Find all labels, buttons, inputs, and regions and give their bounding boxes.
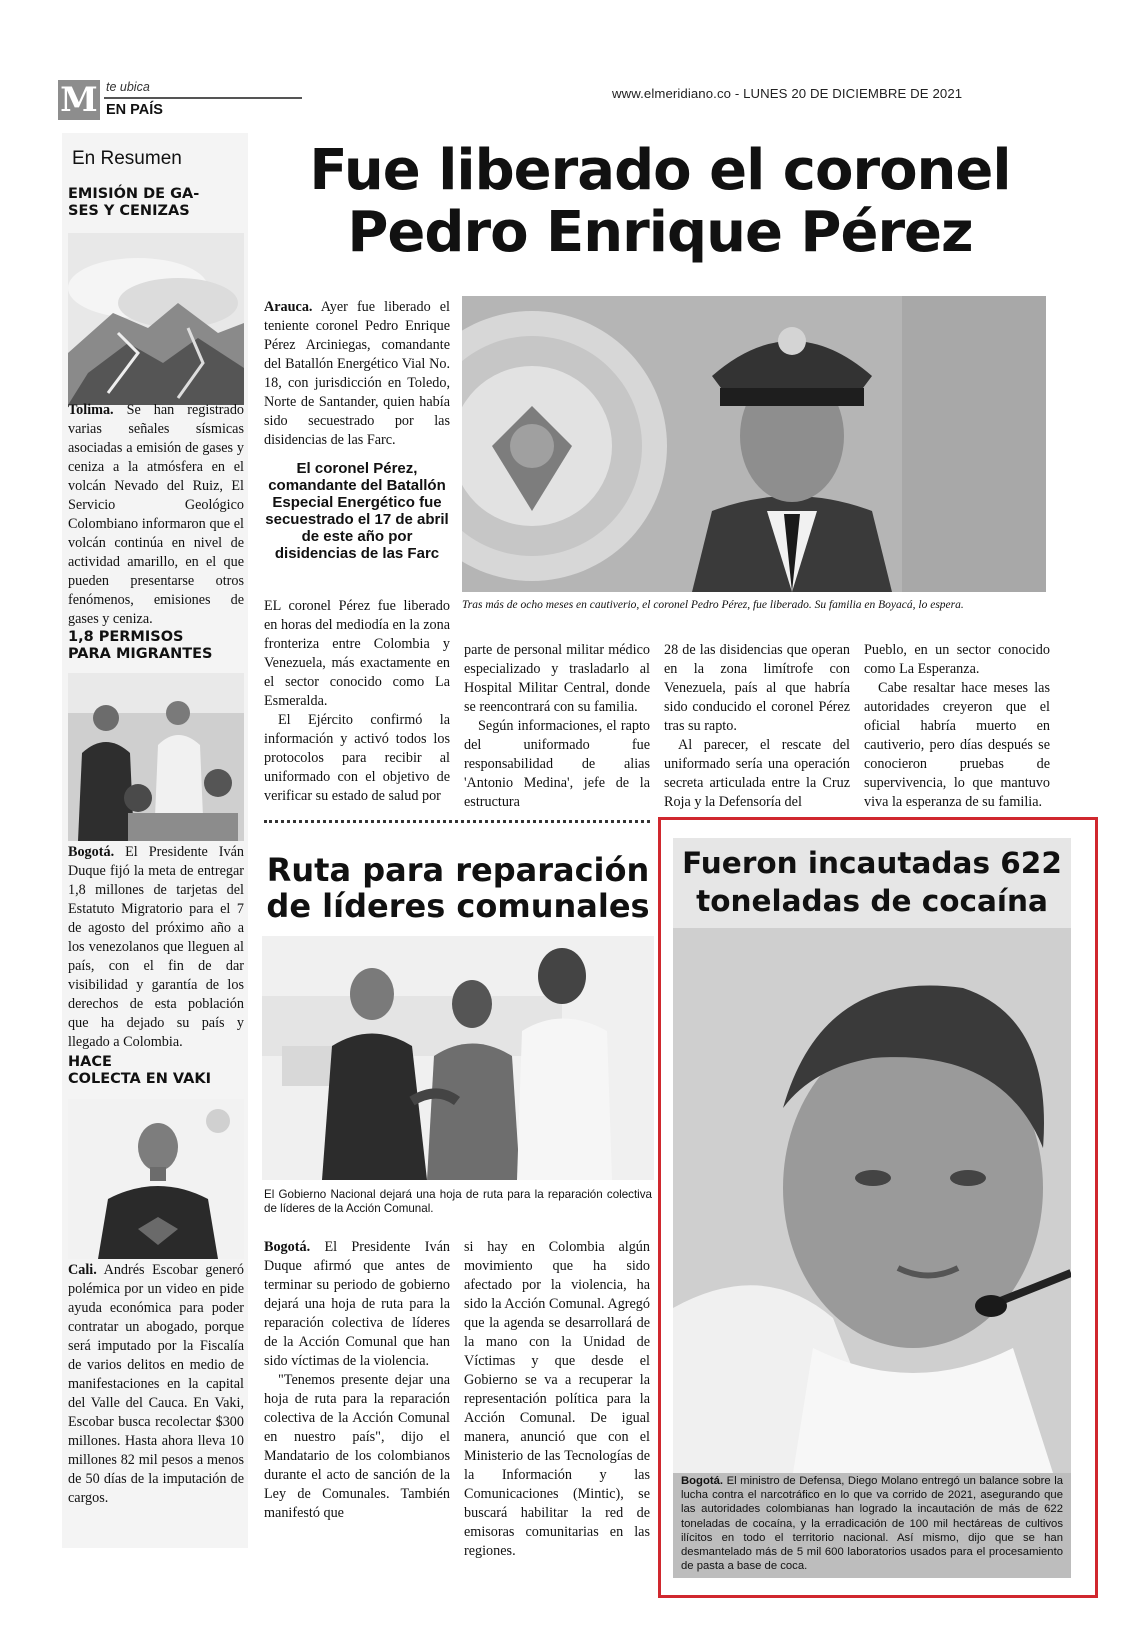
- minister-caption: [681, 1474, 1063, 1573]
- sidebar-body: Andrés Escobar generó polémica por un video en pide ayuda económica para poder contratar un abogado, porque será imputado por la Fiscalía de varios delitos en medio de manifestaciones en la capital del Valle del Cauca. En Vaki, Escobar busca recolectar $300 millones. Hasta ahora lleva 10 millones 82 mil pesos a menos de 50 días de la imputación de cargos.: [68, 1262, 244, 1506]
- paragraph: Según informaciones, el rapto del uniformado fue responsabilidad de alias 'Antonio Medina', jefe de la estructura: [464, 718, 650, 810]
- main-col-1: [264, 597, 450, 806]
- headline-line: Ruta para reparación: [266, 851, 650, 889]
- paragraph: El Presidente Iván Duque afirmó que antes de terminar su periodo de gobierno dejará una hoja de ruta para la reparación colectiva de líderes de la Acción Comunal que han sido víctimas de la violencia.: [264, 1239, 450, 1369]
- pullquote: El coronel Pérez, comandante del Batallón Especial Energético fue secuestrado el 17 de abril de este año por disidencias de las Farc: [265, 460, 449, 562]
- headline-line: de líderes comunales: [266, 887, 650, 925]
- volcano-photo: [68, 233, 244, 405]
- second-headline: [262, 852, 654, 924]
- sidebar-lead: Bogotá.: [68, 844, 115, 860]
- escobar-photo: [68, 1099, 244, 1259]
- paragraph: Pueblo, en un sector conocido como La Esperanza.: [864, 642, 1050, 677]
- second-col-2: [464, 1238, 650, 1561]
- paragraph: EL coronel Pérez fue liberado en horas del mediodía en la zona fronteriza entre Colombia y Venezuela, más exactamente en el sector conocido como La Esmeralda.: [264, 598, 450, 709]
- heading-line: HACE: [68, 1054, 112, 1070]
- story-lead: Bogotá.: [681, 1475, 724, 1487]
- paragraph: "Tenemos presente dejar una hoja de ruta para la reparación colectiva de la Acción Comunal en nuestro país", dijo el Mandatario de los colombianos durante el acto de sanción de la Ley de Comunales. También manifestó que: [264, 1372, 450, 1521]
- heading-line: SES Y CENIZAS: [68, 203, 190, 219]
- third-headline: [673, 838, 1071, 928]
- main-intro: [264, 298, 450, 450]
- story-lead: Bogotá.: [264, 1239, 311, 1255]
- minister-photo: [673, 928, 1071, 1473]
- sidebar-body: Se han registrado varias señales sísmicas asociadas a emisión de gases y ceniza a la atmósfera en el volcán Nevado del Ruiz, El Servicio Geológico Colombiano informaron que el volcán continúa en nivel de actividad amarillo, en el que pueden presentarse otros fenómenos, emisiones de gases y ceniza.: [68, 402, 245, 627]
- leaders-photo: [262, 936, 654, 1180]
- headline-line: toneladas de cocaína: [696, 884, 1048, 918]
- sidebar-heading-1: [68, 186, 244, 220]
- sidebar-text-1: [68, 401, 244, 629]
- paragraph: 28 de las disidencias que operan en la zona limítrofe con Venezuela, país al que habría sido conducido el coronel Pérez tras su rapto.: [664, 642, 850, 734]
- date-line: www.elmeridiano.co - LUNES 20 DE DICIEMBRE DE 2021: [612, 86, 963, 101]
- paragraph: parte de personal militar médico especializado y trasladarlo al Hospital Militar Central, donde se reencontrará con su familia.: [464, 642, 650, 715]
- headline-line: Fueron incautadas 622: [682, 846, 1062, 880]
- section-name: EN PAÍS: [106, 102, 163, 118]
- colonel-photo: [462, 296, 1046, 592]
- heading-line: EMISIÓN DE GA-: [68, 186, 200, 202]
- heading-line: 1,8 PERMISOS: [68, 629, 184, 645]
- migrants-photo: [68, 673, 244, 841]
- story-intro: Ayer fue liberado el teniente coronel Pedro Enrique Pérez Arciniegas, comandante del Batallón Energético Vial No. 18, con jurisdicción en Toledo, Norte de Santander, quien había sido secuestrado por las disidencias de las Farc.: [264, 299, 450, 448]
- paragraph: si hay en Colombia algún movimiento que ha sido afectado por la violencia, ha sido la Acción Comunal. Agregó que la agenda se desarrollará de la mano con la Unidad de Víctimas y que desde el Gobierno se va a recuperar la representación política para la Acción Comunal. De igual manera, anunció que con el Ministerio de las Tecnologías de la Información y las Comunicaciones (Mintic), se buscará habilitar la red de emisoras comunitarias en las regiones.: [464, 1239, 650, 1559]
- third-story-box: [673, 838, 1071, 1578]
- sidebar-lead: Tolima.: [68, 402, 114, 418]
- sidebar-body: El Presidente Iván Duque fijó la meta de entregar 1,8 millones de tarjetas del Estatuto Migratorio para el 7 de agosto del próximo año a los venezolanos que lleguen al país, con el fin de dar visibilidad y garantía de los derechos de esta población que ha dejado su país y llegado a Colombia.: [68, 844, 245, 1050]
- story-lead: Arauca.: [264, 299, 313, 315]
- paragraph: El Ejército confirmó la información y activó todos los protocolos para recibir al uniformado con el objetivo de verificar su estado de salud por: [264, 712, 450, 804]
- sidebar-text-2: [68, 843, 244, 1052]
- colonel-photo-caption: Tras más de ocho meses en cautiverio, el coronel Pedro Pérez, fue liberado. Su familia en Boyacá, lo espera.: [462, 599, 964, 611]
- sidebar-text-3: [68, 1261, 244, 1508]
- sidebar-lead: Cali.: [68, 1262, 97, 1278]
- section-divider-dotted: [264, 820, 650, 823]
- headline-line: Pedro Enrique Pérez: [347, 200, 973, 265]
- main-col-2: [464, 641, 650, 812]
- heading-line: PARA MIGRANTES: [68, 646, 213, 662]
- second-col-1: [264, 1238, 450, 1523]
- microphone-icon: [975, 1295, 1007, 1317]
- paragraph: Cabe resaltar hace meses las autoridades creyeron que el oficial habría muerto en cautiverio, pero días después se conocieron pruebas de supervivencia, lo que mantuvo viva la esperanza de su familia.: [864, 680, 1050, 810]
- sidebar-heading-2: [68, 629, 244, 663]
- caption-text: El ministro de Defensa, Diego Molano entregó un balance sobre la lucha contra el narcotráfico en lo que va corrido de 2021, asegurando que las autoridades colombianas han logrado la incautación de más de 622 toneladas de cocaína, y la erradicación de 100 mil hectáreas de cultivos ilícitos en todo el territorio nacional. Así mismo, dijo que se han desmantelado más de 5 mil 600 laboratorios usados para el procesamiento de pasta a base de coca.: [681, 1475, 1064, 1573]
- main-headline: [256, 140, 1064, 264]
- sidebar-title: En Resumen: [72, 148, 182, 169]
- masthead: [0, 0, 1144, 125]
- sidebar-heading-3: [68, 1054, 244, 1088]
- meridiano-logo-icon: M: [58, 80, 100, 120]
- section-tagline: te ubica: [106, 80, 150, 94]
- headline-line: Fue liberado el coronel: [309, 138, 1011, 203]
- paragraph: Al parecer, el rescate del uniformado sería una operación secreta articulada entre la Cruz Roja y la Defensoría del: [664, 737, 850, 810]
- main-col-3: [664, 641, 850, 812]
- section-divider: [104, 97, 302, 99]
- sidebar: [62, 133, 248, 1548]
- leaders-photo-caption: El Gobierno Nacional dejará una hoja de ruta para la reparación colectiva de líderes de la Acción Comunal.: [264, 1188, 652, 1216]
- heading-line: COLECTA EN VAKI: [68, 1071, 211, 1087]
- main-col-4: [864, 641, 1050, 812]
